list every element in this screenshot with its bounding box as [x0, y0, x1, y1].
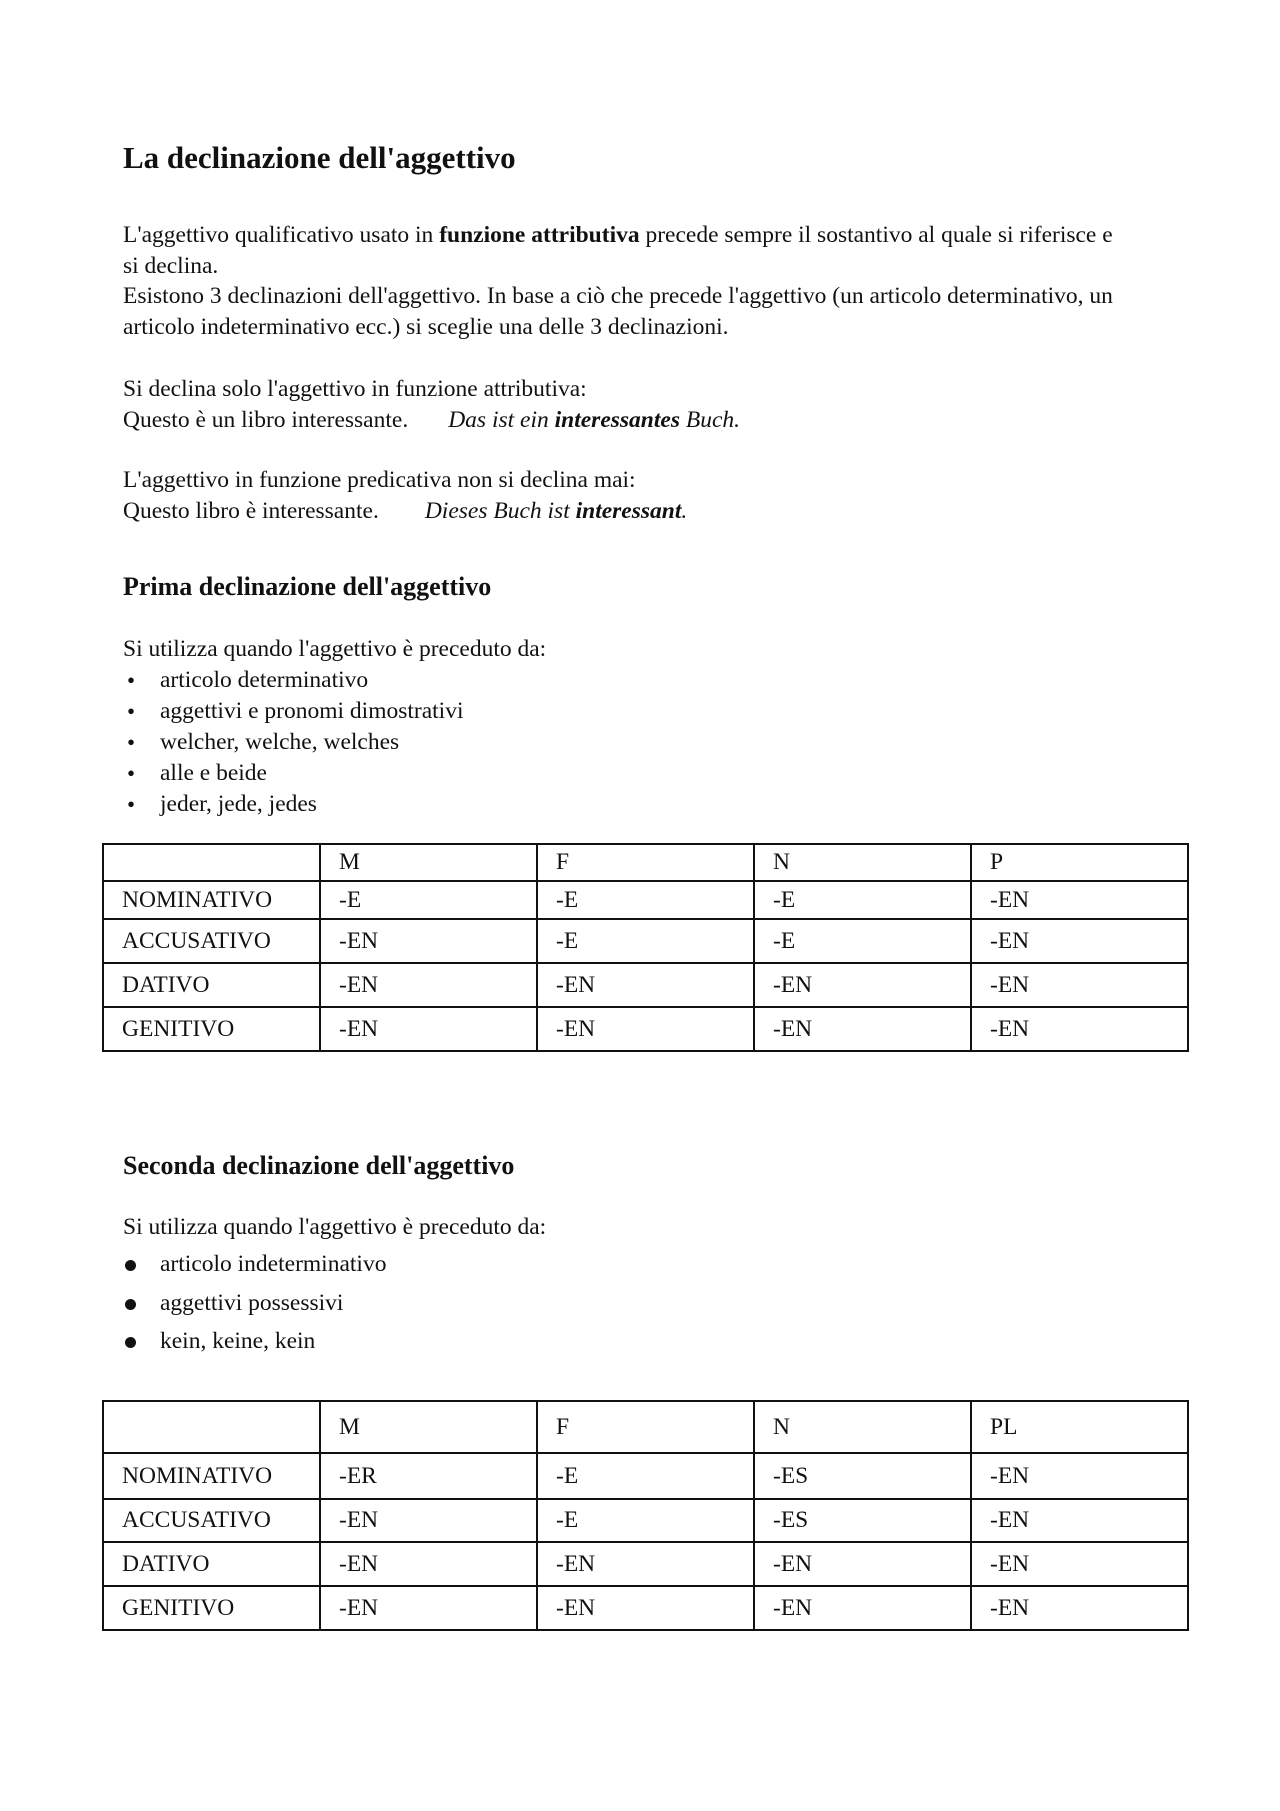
- table-row: [103, 1499, 1188, 1542]
- list-item-label: articolo indeterminativo: [160, 1251, 387, 1277]
- second-bullet-list: [123, 1245, 386, 1361]
- list-item: [123, 1245, 386, 1284]
- table-header-cell: N: [754, 844, 971, 881]
- second-declension-table: [102, 1400, 1189, 1631]
- table-cell: -EN: [320, 1499, 537, 1542]
- table-row: [103, 963, 1188, 1007]
- table-cell: -EN: [537, 1542, 754, 1586]
- list-item-label: aggettivi possessivi: [160, 1289, 344, 1316]
- table-header-row: [103, 844, 1188, 881]
- intro-bold-term: funzione attributiva: [439, 222, 640, 248]
- table-header-cell: [103, 844, 320, 881]
- example-german-text: Buch.: [679, 407, 741, 433]
- case-label: GENITIVO: [103, 1007, 320, 1051]
- bullet-icon: [125, 1260, 136, 1271]
- table-header-cell: F: [537, 844, 754, 881]
- second-lead: Si utilizza quando l'aggettivo è preceduto da:: [123, 1214, 547, 1240]
- table-cell: -EN: [971, 963, 1188, 1007]
- table-cell: -EN: [971, 1542, 1188, 1586]
- table-header-row: [103, 1401, 1188, 1453]
- example-german-adjective: interessantes: [554, 407, 680, 433]
- case-label: GENITIVO: [103, 1586, 320, 1630]
- list-item: [123, 665, 464, 696]
- list-item-label: welcher, welche, welches: [160, 729, 400, 755]
- intro-text: L'aggettivo qualificativo usato in: [123, 222, 440, 248]
- bullet-icon: •: [127, 668, 136, 693]
- table-cell: -EN: [320, 1586, 537, 1630]
- example-german-adjective: interessant: [575, 498, 682, 524]
- table-header-cell: M: [320, 1401, 537, 1453]
- case-label: ACCUSATIVO: [103, 1499, 320, 1542]
- case-label: NOMINATIVO: [103, 1453, 320, 1499]
- list-item-label: jeder, jede, jedes: [160, 791, 317, 817]
- section-heading-second: Seconda declinazione dell'aggettivo: [123, 1151, 515, 1180]
- case-label: DATIVO: [103, 963, 320, 1007]
- table-cell: -EN: [537, 1586, 754, 1630]
- table-cell: -ER: [320, 1453, 537, 1499]
- list-item-label: articolo determinativo: [160, 667, 369, 693]
- table-cell: -EN: [971, 1007, 1188, 1051]
- case-label: DATIVO: [103, 1542, 320, 1586]
- table-cell: -EN: [320, 1007, 537, 1051]
- first-lead: Si utilizza quando l'aggettivo è preceduto da:: [123, 636, 547, 662]
- list-item-label: alle e beide: [160, 760, 267, 786]
- table-row: [103, 919, 1188, 963]
- intro-paragraph-1: [123, 220, 1133, 282]
- example-german-text: .: [681, 498, 688, 524]
- list-item: [123, 758, 464, 789]
- case-label: ACCUSATIVO: [103, 919, 320, 963]
- table-cell: -ES: [754, 1453, 971, 1499]
- attributive-rule: Si declina solo l'aggettivo in funzione attributiva:: [123, 376, 587, 402]
- table-cell: -E: [537, 1453, 754, 1499]
- table-cell: -ES: [754, 1499, 971, 1542]
- example-italian: Questo è un libro interessante.: [123, 407, 409, 433]
- list-item: [123, 789, 464, 820]
- table-row: [103, 1542, 1188, 1586]
- list-item: [123, 1322, 386, 1361]
- table-row: [103, 1453, 1188, 1499]
- table-cell: -E: [320, 881, 537, 919]
- intro-text: precede sempre il sostantivo al quale si riferisce e si declina.: [123, 222, 1113, 279]
- list-item-label: aggettivi e pronomi dimostrativi: [160, 698, 464, 724]
- case-label: NOMINATIVO: [103, 881, 320, 919]
- example-german-text: Dieses Buch ist: [424, 498, 576, 524]
- table-cell: -E: [754, 919, 971, 963]
- table-cell: -EN: [320, 1542, 537, 1586]
- table-header-cell: M: [320, 844, 537, 881]
- table-cell: -EN: [320, 919, 537, 963]
- section-heading-first: Prima declinazione dell'aggettivo: [123, 572, 492, 601]
- bullet-icon: •: [127, 699, 136, 724]
- first-bullet-list: [123, 665, 464, 820]
- page-title: La declinazione dell'aggettivo: [123, 140, 516, 175]
- list-item: [123, 727, 464, 758]
- table-cell: -EN: [537, 1007, 754, 1051]
- table-cell: -EN: [754, 1586, 971, 1630]
- bullet-icon: [125, 1337, 136, 1348]
- intro-paragraph-2: Esistono 3 declinazioni dell'aggettivo. In base a ciò che precede l'aggettivo (un articolo determinativo, un articolo indeterminativo ecc.) si sceglie una delle 3 declinazioni.: [123, 283, 1113, 340]
- attributive-example: [123, 374, 1133, 436]
- example-italian: Questo libro è interessante.: [123, 498, 379, 524]
- table-header-cell: F: [537, 1401, 754, 1453]
- table-cell: -EN: [971, 919, 1188, 963]
- table-row: [103, 1586, 1188, 1630]
- example-german: [425, 498, 687, 524]
- table-cell: -E: [754, 881, 971, 919]
- table-cell: -EN: [971, 1499, 1188, 1542]
- table-cell: -EN: [971, 881, 1188, 919]
- table-cell: -EN: [754, 1007, 971, 1051]
- table-cell: -E: [537, 881, 754, 919]
- predicative-example: [123, 465, 1133, 527]
- list-item-label: kein, keine, kein: [160, 1328, 316, 1354]
- example-german-text: Das ist ein: [448, 407, 555, 433]
- example-german: [448, 407, 740, 433]
- table-header-cell: N: [754, 1401, 971, 1453]
- list-item: [123, 1284, 386, 1323]
- table-row: [103, 881, 1188, 919]
- list-item: [123, 696, 464, 727]
- table-cell: -EN: [754, 1542, 971, 1586]
- table-cell: -EN: [971, 1586, 1188, 1630]
- table-row: [103, 1007, 1188, 1051]
- bullet-icon: •: [127, 792, 136, 817]
- bullet-icon: •: [127, 761, 136, 786]
- table-cell: -EN: [971, 1453, 1188, 1499]
- bullet-icon: •: [127, 730, 136, 755]
- table-cell: -E: [537, 1499, 754, 1542]
- table-cell: -E: [537, 919, 754, 963]
- table-header-cell: P: [971, 844, 1188, 881]
- table-cell: -EN: [320, 963, 537, 1007]
- table-cell: -EN: [754, 963, 971, 1007]
- table-header-cell: [103, 1401, 320, 1453]
- table-cell: -EN: [537, 963, 754, 1007]
- bullet-icon: [125, 1299, 136, 1310]
- table-header-cell: PL: [971, 1401, 1188, 1453]
- predicative-rule: L'aggettivo in funzione predicativa non si declina mai:: [123, 467, 636, 493]
- first-declension-table: [102, 843, 1189, 1052]
